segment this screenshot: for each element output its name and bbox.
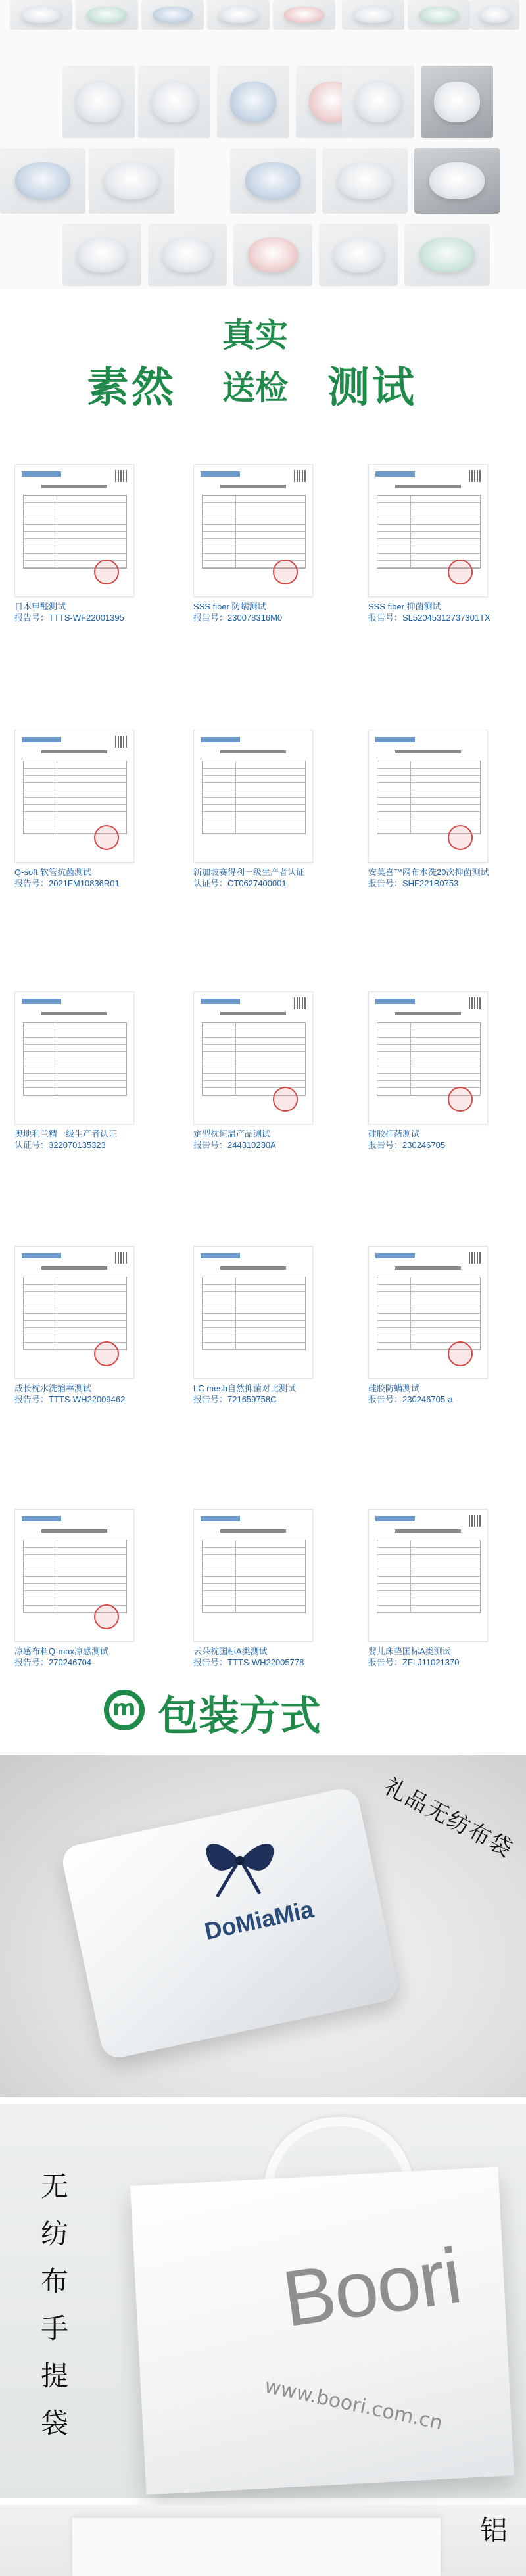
heading-right: 测试 [327, 363, 417, 412]
brand-logo-icon: m [104, 1690, 145, 1730]
red-seal-icon [94, 560, 119, 584]
certificate-document [14, 991, 134, 1124]
certificate-card [193, 1509, 312, 1668]
certificate-number: 认证号：322070135323 [14, 1140, 106, 1150]
certificate-document [368, 730, 488, 863]
certificate-card [14, 991, 133, 1151]
certificate-document [368, 1246, 488, 1379]
certificate-document [193, 464, 313, 597]
product-photo [319, 224, 398, 286]
certificate-card [368, 991, 487, 1151]
certificate-name: SSS fiber 抑菌测试 [368, 602, 441, 611]
certificate-document [193, 991, 313, 1124]
red-seal-icon [448, 1087, 473, 1112]
certificate-name: 云朵枕国标A类测试 [193, 1646, 268, 1656]
certificate-name: 奥地利兰精一级生产者认证 [14, 1129, 118, 1139]
tote-label-char: 纺 [40, 2218, 68, 2250]
certificate-card [368, 730, 487, 889]
tote-bag-photo [0, 2104, 526, 2498]
certificate-name: LC mesh自然抑菌对比测试 [193, 1383, 297, 1393]
heading-left: 素然 [87, 363, 176, 412]
certificate-name: 新加坡赛得利一级生产者认证 [193, 867, 305, 877]
tote-label-vertical [38, 2163, 71, 2447]
gift-bag-brand: DoMiaMia [202, 1895, 316, 1945]
certificate-card [368, 464, 490, 623]
red-seal-icon [448, 825, 473, 850]
certificate-name: 硅胶防螨测试 [368, 1383, 420, 1393]
certificate-card [14, 1246, 133, 1405]
tote-label-char: 手 [40, 2312, 68, 2345]
certificate-name: 安莫喜™网布水洗20次抑菌测试 [368, 867, 489, 877]
product-photo [217, 66, 289, 138]
red-seal-icon [448, 560, 473, 584]
product-photo [138, 66, 210, 138]
certificate-number: 报告号：SL52045312737301TX [368, 613, 490, 623]
product-photo [421, 66, 493, 138]
product-photo [0, 148, 85, 214]
certificate-number: 报告号：ZFLJ11021370 [368, 1658, 460, 1667]
red-seal-icon [94, 1341, 119, 1366]
red-seal-icon [94, 825, 119, 850]
certificate-card [193, 464, 312, 623]
product-photo [148, 224, 227, 286]
product-photo [62, 224, 141, 286]
certificate-name: Q-soft 软管抗菌测试 [14, 867, 92, 877]
tote-url: www.boori.com.cn [262, 2374, 445, 2435]
certificate-card [193, 730, 312, 889]
certificate-name: 定型枕恒温产品测试 [193, 1129, 271, 1139]
packaging-title: 包装方式 [158, 1692, 322, 1740]
certificate-number: 认证号：CT0627400001 [193, 878, 287, 888]
tote-label-char: 袋 [40, 2407, 68, 2439]
certificate-number: 报告号：270246704 [14, 1658, 92, 1667]
product-photo [342, 0, 404, 30]
certificate-number: 报告号：230246705 [368, 1140, 446, 1150]
tote-label-char: 无 [40, 2170, 68, 2203]
product-photo [233, 224, 312, 286]
certificate-card [14, 464, 133, 623]
certificate-document [193, 1246, 313, 1379]
red-seal-icon [94, 1604, 119, 1629]
product-photo [141, 0, 204, 30]
product-photo [322, 148, 408, 214]
product-photo [62, 66, 135, 138]
certificate-document [193, 730, 313, 863]
product-collage [0, 0, 526, 289]
product-photo [89, 148, 174, 214]
certificate-number: 报告号：2021FM10836R01 [14, 878, 120, 888]
product-photo [470, 0, 519, 30]
tote-label-char: 提 [40, 2360, 68, 2392]
certificate-document [14, 1246, 134, 1379]
tote-label-char: 布 [40, 2265, 68, 2297]
certificate-document [368, 464, 488, 597]
certificate-number: 报告号：244310230A [193, 1140, 276, 1150]
packaging-section [0, 1683, 526, 2576]
red-seal-icon [448, 1341, 473, 1366]
product-photo [273, 0, 335, 30]
product-photo [207, 0, 270, 30]
next-package-label: 铝 [480, 2514, 508, 2546]
product-photo [76, 0, 138, 30]
heading-mid-top: 真实 [222, 316, 288, 354]
certificate-document [193, 1509, 313, 1642]
certificate-card [193, 991, 312, 1151]
certificate-name: 婴儿床垫国标A类测试 [368, 1646, 451, 1656]
product-photo [408, 0, 470, 30]
certificate-number: 报告号：SHF221B0753 [368, 878, 459, 888]
certificate-number: 报告号：230078316M0 [193, 613, 283, 623]
product-photo [404, 224, 490, 286]
certificate-card [368, 1246, 487, 1405]
product-photo [230, 148, 316, 214]
product-photo [342, 66, 414, 138]
certificate-card [368, 1509, 487, 1668]
certificate-name: 日本甲醛测试 [14, 602, 66, 611]
gift-bag-label: 礼品无纺布袋 [379, 1773, 517, 1863]
certificate-card [193, 1246, 312, 1405]
red-seal-icon [273, 560, 298, 584]
certificate-document [368, 1509, 488, 1642]
product-photo [10, 0, 72, 30]
certificate-number: 报告号：721659758C [193, 1395, 277, 1404]
gift-bag-photo [0, 1755, 526, 2097]
tote-brand: Boori [277, 2231, 466, 2344]
certificate-document [14, 464, 134, 597]
red-seal-icon [273, 1087, 298, 1112]
certificate-name: SSS fiber 防螨测试 [193, 602, 266, 611]
certificate-card [14, 1509, 133, 1668]
certificate-document [14, 1509, 134, 1642]
heading-mid-bottom: 送检 [222, 368, 288, 407]
next-package-photo [0, 2505, 526, 2576]
ribbon-bow-icon [191, 1828, 289, 1900]
certificate-number: 报告号：TTTS-WH22005778 [193, 1658, 304, 1667]
certificate-number: 报告号：TTTS-WH22009462 [14, 1395, 126, 1404]
certificate-card [14, 730, 133, 889]
product-photo [414, 148, 500, 214]
certificate-name: 成长枕水洗缩率测试 [14, 1383, 92, 1393]
certificate-document [14, 730, 134, 863]
certificate-number: 报告号：230246705-a [368, 1395, 453, 1404]
certificate-document [368, 991, 488, 1124]
certificate-name: 凉感布料Q-max凉感测试 [14, 1646, 109, 1656]
certificate-number: 报告号：TTTS-WF22001395 [14, 613, 124, 623]
certificate-name: 硅胶抑菌测试 [368, 1129, 420, 1139]
